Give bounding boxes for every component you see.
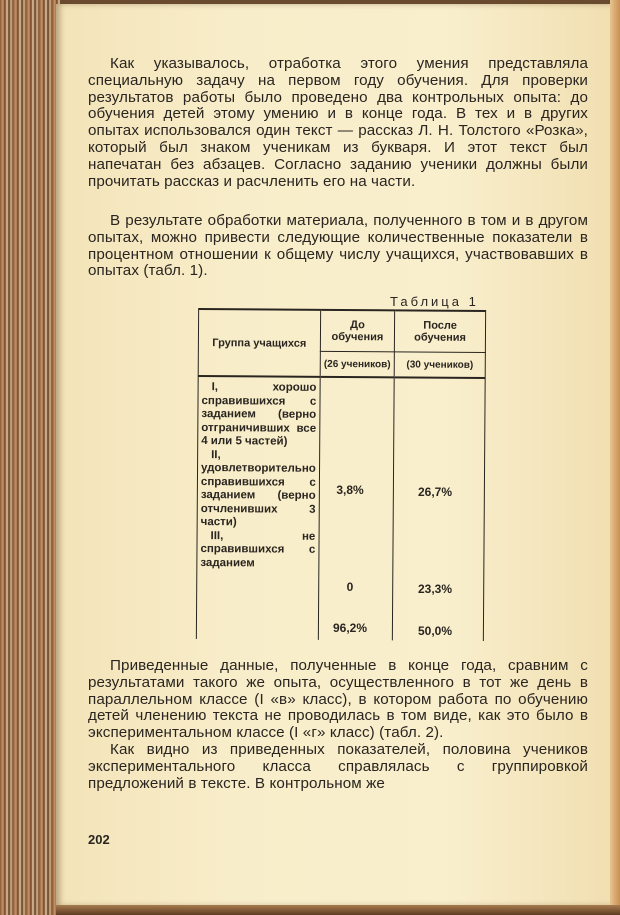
before-values-cell	[318, 377, 394, 641]
row-label-1: I, хорошо справившихся с заданием (верно отграничивших все 4 или 5 частей)	[201, 381, 317, 448]
after-values-cell	[392, 377, 485, 641]
cell-row3-after: 50,0%	[417, 624, 453, 638]
cell-row1-before: 3,8%	[336, 483, 364, 497]
cell-row1-after: 26,7%	[417, 485, 453, 499]
book-spine-edge	[0, 0, 60, 915]
table-row	[196, 376, 485, 641]
column-subheader-after-count: (30 учеников)	[394, 352, 485, 378]
row-label-3: III, не справившихся с заданием	[200, 529, 316, 569]
paragraph-4: Как видно из приведенных показателей, половина учеников экспериментального класса справлялась с группировкой предложений в тексте. В контрольном же	[88, 740, 588, 792]
row-label-2: II, удовлетворительно справившихся с заданием (верно отчленивших 3 части)	[200, 448, 316, 529]
page-right-edge	[610, 0, 620, 915]
paragraph-3: Приведенные данные, полученные в конце года, сравним с результатами такого же опыта, осуществленного в тот же день в параллельном классе (I «в» класс), в котором работа по обучению детей членению текста не проводилась в том виде, как это было в экспериментальном классе (I «г» класс) (табл. 2).	[88, 657, 588, 742]
column-header-after: После обучения	[394, 310, 485, 352]
cell-row2-after: 23,3%	[417, 582, 453, 596]
page-number: 202	[88, 832, 110, 847]
column-subheader-before-count: (26 учеников)	[320, 351, 395, 377]
paragraph-2: В результате обработки материала, полученного в том и в другом опытах, можно привести следующие количественные показатели в процентном отношении к общему числу учащихся, участвовавших в опытах (табл. 1).	[88, 212, 588, 280]
table-caption: Таблица 1	[390, 294, 479, 309]
paragraph-block-top	[88, 56, 588, 190]
paragraph-block-intro-table	[88, 213, 588, 280]
column-header-group: Группа учащихся	[198, 309, 320, 377]
paragraph-block-bottom	[88, 658, 588, 792]
page-bottom-edge	[56, 905, 620, 915]
cell-row2-before: 0	[346, 580, 354, 594]
row-labels-cell	[196, 376, 320, 640]
column-header-before: До обучения	[320, 310, 395, 352]
paragraph-1: Как указывалось, отработка этого умения представляла специальную задачу на первом году обучения. Для проверки результатов работы было проведено два контрольных опыта: до обучения детей этому умению и в конце года. В тех и в других опытах использовался один текст — рассказ Л. Н. Толстого «Розка», который был знаком ученикам из букваря. И этот текст был напечатан без абзацев. Согласно заданию ученики должны были прочитать рассказ и расчленить его на части.	[88, 55, 588, 190]
cell-row3-before: 96,2%	[332, 621, 368, 635]
